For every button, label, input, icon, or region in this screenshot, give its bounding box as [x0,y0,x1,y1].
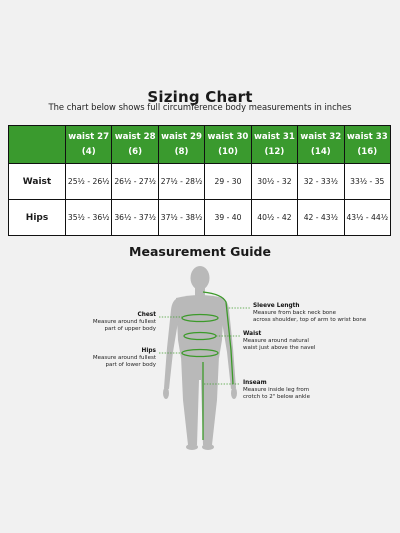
column-header: waist 30 (10) [205,126,251,164]
table-cell: 42 - 43½ [298,200,344,236]
body-silhouette-icon [163,266,237,450]
waist-label: Waist Measure around natural waist just above the navel [243,331,316,351]
table-cell: 35½ - 36½ [66,200,112,236]
column-header: waist 28 (6) [112,126,158,164]
column-header: waist 32 (14) [298,126,344,164]
table-cell: 33½ - 35 [344,164,390,200]
inseam-label: Inseam Measure inside leg from crotch to 2" below ankle [243,380,310,400]
table-cell: 40½ - 42 [251,200,297,236]
table-cell: 32 - 33½ [298,164,344,200]
column-header: waist 29 (8) [158,126,204,164]
hips-label: Hips Measure around fullest part of lower body [92,348,156,368]
table-cell: 43½ - 44½ [344,200,390,236]
table-cell: 29 - 30 [205,164,251,200]
chest-label: Chest Measure around fullest part of upper body [92,312,156,332]
table-cell: 30½ - 32 [251,164,297,200]
table-cell: 39 - 40 [205,200,251,236]
column-header: waist 33 (16) [344,126,390,164]
sizing-chart-title: Sizing Chart [147,88,253,106]
table-cell: 37½ - 38½ [158,200,204,236]
table-cell: 36½ - 37½ [112,200,158,236]
column-header: waist 31 (12) [251,126,297,164]
table-cell: 27½ - 28½ [158,164,204,200]
row-header: Hips [9,200,66,236]
sizing-chart-subtitle: The chart below shows full circumference body measurements in inches [48,102,352,112]
measurement-guide-title: Measurement Guide [129,244,271,259]
column-header: waist 27 (4) [66,126,112,164]
sleeve-length-label: Sleeve Length Measure from back neck bone across shoulder, top of arm to wrist bone [253,303,367,323]
table-cell: 26½ - 27½ [112,164,158,200]
table-cell: 25½ - 26½ [66,164,112,200]
row-header: Waist [9,164,66,200]
